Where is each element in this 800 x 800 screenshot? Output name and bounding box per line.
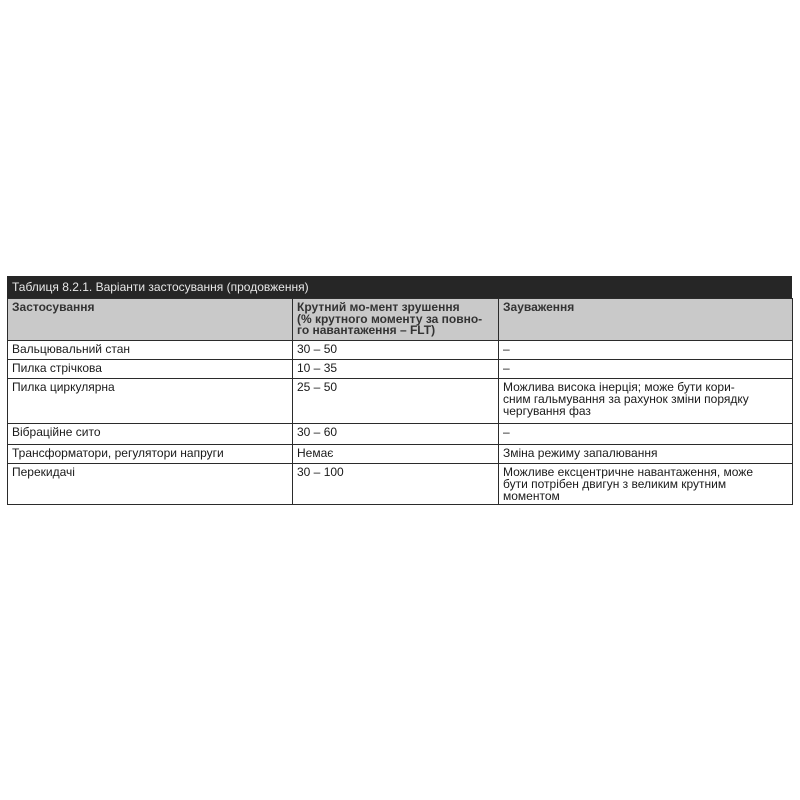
- cell-application: Пилка циркулярна: [8, 379, 293, 424]
- cell-notes: Зміна режиму запалювання: [499, 445, 793, 464]
- cell-torque: 30 – 60: [293, 424, 499, 445]
- cell-notes: –: [499, 424, 793, 445]
- table-row: [8, 341, 793, 360]
- header-breakaway-torque: Крутний мо-мент зрушення (% крутного моменту за повно- го навантаження – FLT): [293, 299, 499, 341]
- cell-application: Вібраційне сито: [8, 424, 293, 445]
- header-application: Застосування: [8, 299, 293, 341]
- table-caption: Таблиця 8.2.1. Варіанти застосування (продовження): [7, 276, 792, 298]
- cell-torque: 10 – 35: [293, 360, 499, 379]
- cell-notes: Можливе ексцентричне навантаження, може бути потрібен двигун з великим крутним моментом: [499, 464, 793, 505]
- table-row: [8, 379, 793, 424]
- applications-table: [7, 298, 793, 505]
- cell-application: Пилка стрічкова: [8, 360, 293, 379]
- table-row: [8, 464, 793, 505]
- cell-torque: 30 – 100: [293, 464, 499, 505]
- cell-application: Вальцювальний стан: [8, 341, 293, 360]
- header-row: [8, 299, 793, 341]
- cell-application: Трансформатори, регулятори напруги: [8, 445, 293, 464]
- cell-notes: Можлива висока інерція; може бути кори- сним гальмування за рахунок зміни порядку чергування фаз: [499, 379, 793, 424]
- cell-torque: 25 – 50: [293, 379, 499, 424]
- cell-torque: 30 – 50: [293, 341, 499, 360]
- cell-application: Перекидачі: [8, 464, 293, 505]
- table-row: [8, 360, 793, 379]
- header-notes: Зауваження: [499, 299, 793, 341]
- cell-notes: –: [499, 341, 793, 360]
- cell-notes: –: [499, 360, 793, 379]
- cell-torque: Немає: [293, 445, 499, 464]
- table-row: [8, 445, 793, 464]
- table-row: [8, 424, 793, 445]
- applications-table-container: [7, 276, 792, 505]
